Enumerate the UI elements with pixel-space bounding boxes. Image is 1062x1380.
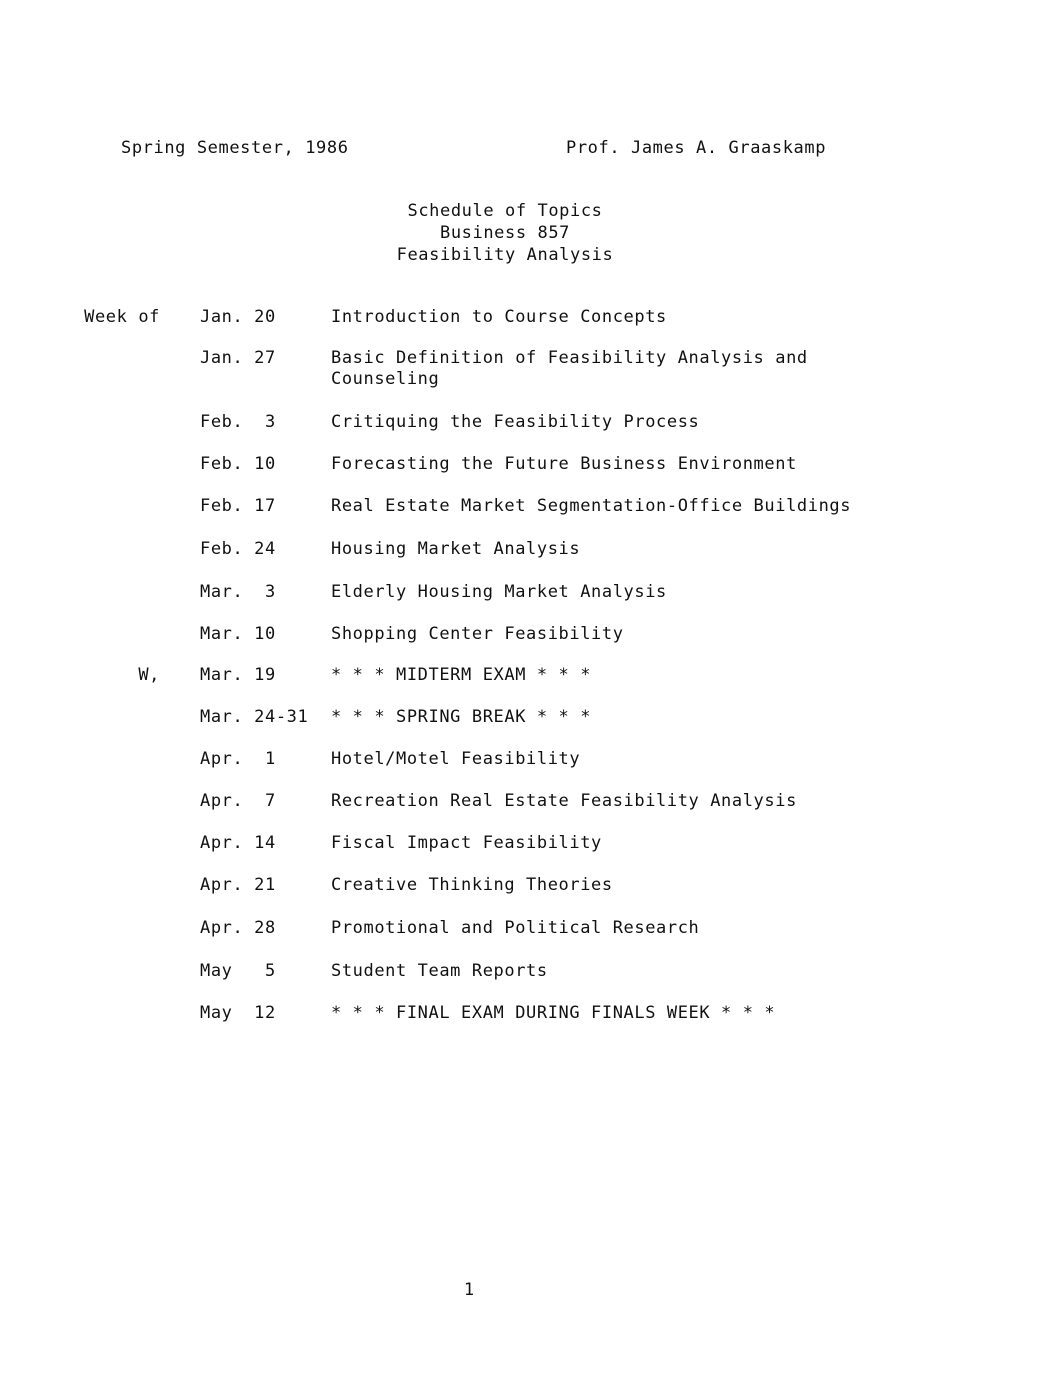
row-date: Feb. 10 xyxy=(200,454,276,474)
row-topic: Shopping Center Feasibility xyxy=(331,624,624,644)
row-topic: Student Team Reports xyxy=(331,961,548,981)
row-topic: Housing Market Analysis xyxy=(331,539,581,559)
row-topic: Hotel/Motel Feasibility xyxy=(331,749,581,769)
row-date: Mar. 10 xyxy=(200,624,276,644)
schedule-row xyxy=(0,833,1062,857)
row-date: May 12 xyxy=(200,1003,276,1023)
course-number: Business 857 xyxy=(439,223,571,243)
schedule-row xyxy=(0,749,1062,773)
row-date: Mar. 3 xyxy=(200,582,276,602)
schedule-row xyxy=(0,582,1062,606)
semester-label: Spring Semester, 1986 xyxy=(121,138,349,158)
row-date: Apr. 7 xyxy=(200,791,276,811)
schedule-row xyxy=(0,1003,1062,1027)
row-prefix: Week of xyxy=(84,307,160,327)
row-topic: Elderly Housing Market Analysis xyxy=(331,582,667,602)
row-date: Apr. 14 xyxy=(200,833,276,853)
row-topic: Promotional and Political Research xyxy=(331,918,700,938)
row-date: Feb. 17 xyxy=(200,496,276,516)
schedule-row xyxy=(0,539,1062,563)
schedule-row xyxy=(0,791,1062,815)
row-topic: Basic Definition of Feasibility Analysis and Counseling xyxy=(331,348,808,389)
document-title: Schedule of Topics xyxy=(407,201,603,221)
schedule-row xyxy=(0,875,1062,899)
row-date: Feb. 3 xyxy=(200,412,276,432)
row-topic: Fiscal Impact Feasibility xyxy=(331,833,602,853)
row-topic: * * * SPRING BREAK * * * xyxy=(331,707,592,727)
page-number: 1 xyxy=(463,1280,475,1300)
schedule-row xyxy=(0,918,1062,942)
schedule-row xyxy=(0,624,1062,648)
schedule-row xyxy=(0,454,1062,478)
row-date: Feb. 24 xyxy=(200,539,276,559)
row-topic: Forecasting the Future Business Environment xyxy=(331,454,797,474)
schedule-row xyxy=(0,707,1062,731)
row-topic: * * * MIDTERM EXAM * * * xyxy=(331,665,592,685)
row-topic: Real Estate Market Segmentation-Office Buildings xyxy=(331,496,852,516)
course-name: Feasibility Analysis xyxy=(396,245,614,265)
row-prefix: W, xyxy=(138,665,160,685)
schedule-row xyxy=(0,412,1062,436)
row-date: Mar. 19 xyxy=(200,665,276,685)
schedule-row xyxy=(0,348,1062,389)
row-topic: * * * FINAL EXAM DURING FINALS WEEK * * * xyxy=(331,1003,776,1023)
row-date: Jan. 20 xyxy=(200,307,276,327)
schedule-row xyxy=(0,307,1062,331)
row-topic: Introduction to Course Concepts xyxy=(331,307,667,327)
row-topic: Critiquing the Feasibility Process xyxy=(331,412,700,432)
row-date: May 5 xyxy=(200,961,276,981)
title-block xyxy=(0,200,1010,266)
professor-name: Prof. James A. Graaskamp xyxy=(566,138,827,158)
row-date: Apr. 21 xyxy=(200,875,276,895)
schedule-row xyxy=(0,665,1062,689)
row-topic: Recreation Real Estate Feasibility Analysis xyxy=(331,791,797,811)
row-date: Apr. 1 xyxy=(200,749,276,769)
schedule-row xyxy=(0,961,1062,985)
schedule-row xyxy=(0,496,1062,520)
row-date: Mar. 24-31 xyxy=(200,707,309,727)
row-topic: Creative Thinking Theories xyxy=(331,875,613,895)
row-date: Apr. 28 xyxy=(200,918,276,938)
row-date: Jan. 27 xyxy=(200,348,276,368)
